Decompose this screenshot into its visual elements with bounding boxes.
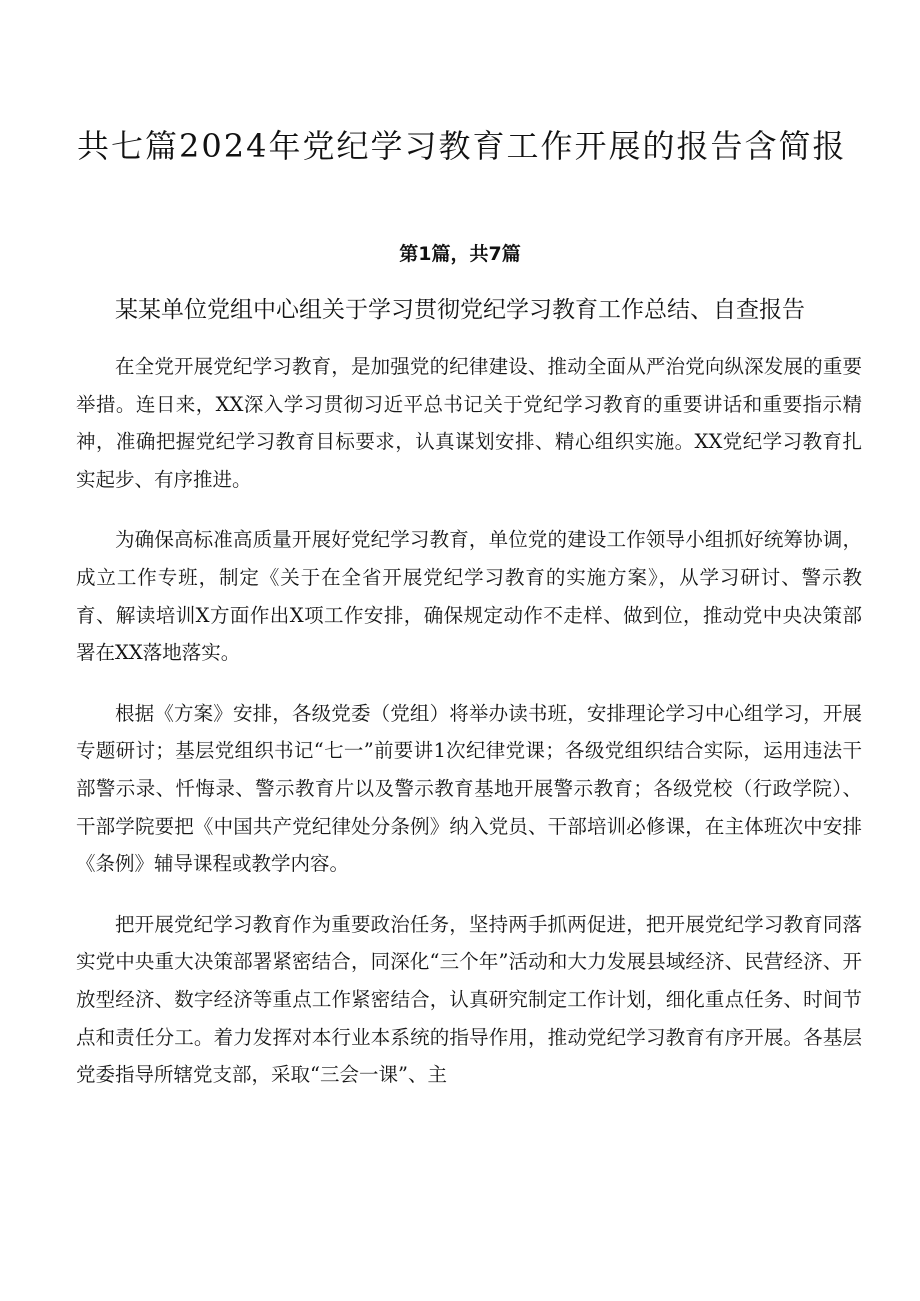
paragraph: 根据《方案》安排，各级党委（党组）将举办读书班，安排理论学习中心组学习，开展专题研讨；基层党组织书记“七一”前要讲1次纪律党课；各级党组织结合实际，运用违法干部警示录、忏悔录、警示教育片以及警示教育基地开展警示教育；各级党校（行政学院）、干部学院要把《中国共产党纪律处分条例》纳入党员、干部培训必修课，在主体班次中安排《条例》辅导课程或教学内容。 (76, 701, 862, 876)
part-label: 第1篇，共7篇 (399, 243, 521, 265)
paragraph: 把开展党纪学习教育作为重要政治任务，坚持两手抓两促进，把开展党纪学习教育同落实党中央重大决策部署紧密结合，同深化“三个年”活动和大力发展县域经济、民营经济、开放型经济、数字经济等重点工作紧密结合，认真研究制定工作计划，细化重点任务、时间节点和责任分工。着力发挥对本行业本系统的指导作用，推动党纪学习教育有序开展。各基层党委指导所辖党支部，采取“三会一课”、主 (76, 912, 862, 1087)
document-title: 共七篇2024年党纪学习教育工作开展的报告含简报 (77, 127, 847, 165)
paragraph: 在全党开展党纪学习教育，是加强党的纪律建设、推动全面从严治党向纵深发展的重要举措。连日来，XX深入学习贯彻习近平总书记关于党纪学习教育的重要讲话和重要指示精神，准确把握党纪学习教育目标要求，认真谋划安排、精心组织实施。XX党纪学习教育扎实起步、有序推进。 (76, 355, 862, 491)
paragraph: 为确保高标准高质量开展好党纪学习教育，单位党的建设工作领导小组抓好统筹协调，成立工作专班，制定《关于在全省开展党纪学习教育的实施方案》，从学习研讨、警示教育、解读培训X方面作出X项工作安排，确保规定动作不走样、做到位，推动党中央决策部署在XX落地落实。 (76, 528, 862, 665)
section-title: 某某单位党组中心组关于学习贯彻党纪学习教育工作总结、自查报告 (115, 297, 805, 323)
body-text (76, 348, 862, 1094)
